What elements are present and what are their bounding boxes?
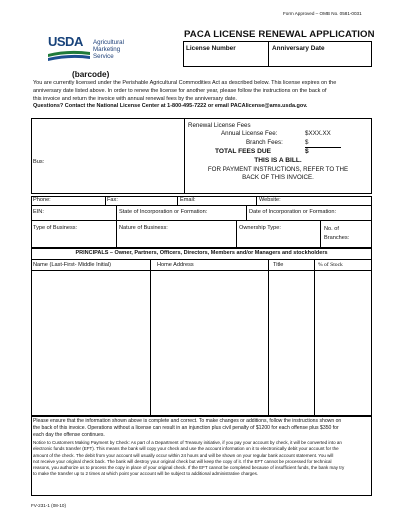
agency-line-3: Service xyxy=(93,52,114,60)
col-header-address: Home Address xyxy=(157,262,194,268)
principals-col-divider-2 xyxy=(268,259,269,416)
intro-line-3: this invoice and return the invoice with annual renewal fees by the anniversary date. xyxy=(33,95,237,102)
row2-divider-a xyxy=(116,205,117,220)
annual-fee-value: $XXX.XX xyxy=(305,130,331,137)
branches-count-label xyxy=(324,225,349,243)
bill-notice: THIS IS A BILL. xyxy=(254,157,302,164)
state-incorporation-label: State of Incorporation or Formation: xyxy=(119,209,208,215)
footer-notice-1-line-3: each day the offense continues. xyxy=(33,431,105,438)
row1-divider-a xyxy=(105,196,106,205)
payment-instructions-line-1: FOR PAYMENT INSTRUCTIONS, REFER TO THE xyxy=(207,166,349,173)
principals-heading-divider xyxy=(31,259,372,260)
principals-header-divider xyxy=(31,270,372,271)
row1-divider-b xyxy=(177,196,178,205)
anniversary-date-label: Anniversary Date xyxy=(272,45,325,52)
usda-logo-fields-icon xyxy=(48,49,90,62)
fax-label: Fax: xyxy=(107,197,118,203)
annual-fee-label: Annual License Fee: xyxy=(221,130,278,137)
usda-agency-name xyxy=(93,40,124,60)
intro-line-1: You are currently licensed under the Perishable Agricultural Commodities Act as described below. This license expires on the xyxy=(33,80,337,86)
license-number-label: License Number xyxy=(186,45,236,52)
principals-table xyxy=(31,248,372,416)
total-fees-label: TOTAL FEES DUE xyxy=(215,148,272,155)
no-of-text: No. of xyxy=(324,226,339,232)
payment-instructions xyxy=(186,166,370,182)
questions-line: Questions? Contact the National License Center at 1-800-495-7222 or email PACAlicense@ams.usda.gov. xyxy=(33,103,308,110)
branch-fees-underline xyxy=(305,147,341,148)
row3-divider-c xyxy=(320,220,321,248)
col-header-stock: % of Stock xyxy=(318,262,343,268)
form-approval-note: Form Approved – OMB No. 0581-0031 xyxy=(283,11,362,16)
branch-fees-value: $ xyxy=(305,139,309,146)
agency-line-1: Agricultural xyxy=(93,39,124,46)
row2-divider-b xyxy=(246,205,247,220)
fees-heading: Renewal License Fees xyxy=(188,122,251,129)
footer-notice-2-line-3: amount of the check. The debit from your account will usually occur within 24 hours and will be shown on your regular bank account statement. You will xyxy=(33,452,334,458)
col-header-name: Name (Last-First- Middle Initial) xyxy=(33,262,112,268)
footer-notice-2-line-5: reasons, you authorize us to process the copy in place of your original check. If the EFT cannot be completed because of insufficient funds, the bank may try xyxy=(33,465,345,471)
row1-divider-c xyxy=(256,196,257,205)
total-fees-value: $ xyxy=(305,148,309,155)
license-header-divider xyxy=(268,41,269,67)
footer-notice-1-line-1: Please ensure that the information shown above is complete and correct. To make changes or additions, follow the instructions shown on xyxy=(33,418,342,424)
barcode-placeholder: (barcode) xyxy=(72,70,110,79)
row3-divider-a xyxy=(116,220,117,248)
col-header-title: Title xyxy=(273,262,284,268)
footer-notice-2-line-6: to make the transfer up to 2 times at which point your account will be subject to additional administrative charges. xyxy=(33,471,259,477)
row3-divider-b xyxy=(236,220,237,248)
footer-notice-2-line-4: not receive your original check back. The bank will destroy your original check but will keep the copy of it. If the EFT cannot be processed for technical xyxy=(33,458,332,464)
email-label: Email: xyxy=(180,197,196,203)
branch-fees-label: Branch Fees: xyxy=(246,139,283,146)
ownership-type-label: Ownership Type: xyxy=(239,225,281,231)
business-fees-divider xyxy=(184,118,185,194)
usda-logo-text: USDA xyxy=(48,34,83,49)
contact-row-divider-1 xyxy=(31,205,372,206)
principals-col-divider-1 xyxy=(150,259,151,416)
page-title: PACA LICENSE RENEWAL APPLICATION xyxy=(184,29,375,40)
principals-col-divider-3 xyxy=(314,259,315,416)
principals-heading: PRINCIPALS – Owner, Partners, Officers, Directors, Members and/or Managers and stockholders xyxy=(75,250,328,256)
intro-line-2: anniversary date listed above. In order to renew the license for another year, please follow the instructions on the back of xyxy=(33,87,327,94)
type-business-label: Type of Business: xyxy=(33,225,78,231)
footer-notice-1-line-2: the back of this invoice. Operations without a license can result in an injunction plus civil penalty of $1200 for each offense plus $350 for xyxy=(33,424,339,431)
branches-text: Branches: xyxy=(324,235,350,241)
footer-notice-2 xyxy=(33,440,371,478)
footer-notice-1 xyxy=(33,418,371,438)
intro-text xyxy=(33,80,378,111)
agency-line-2: Marketing xyxy=(93,45,121,53)
footer-notice-2-line-1: Notice to Customers Making Payment by Check: As part of a Department of Treasury initiative, if you pay your account by check, it will be converted into an xyxy=(33,440,342,445)
bus-label: Bus: xyxy=(33,159,45,165)
nature-business-label: Nature of Business: xyxy=(119,225,168,231)
date-incorporation-label: Date of Incorporation or Formation: xyxy=(249,209,337,215)
form-number: FV-231-1 (08-10) xyxy=(31,503,66,508)
website-label: Website: xyxy=(259,197,281,203)
footer-notice-2-line-2: electronic funds transfer (EFT). This means the bank will copy your check and use the account information on it to electronically debit your account for the xyxy=(33,446,339,452)
payment-instructions-line-2: BACK OF THIS INVOICE. xyxy=(242,174,314,181)
usda-logo xyxy=(48,36,90,66)
phone-label: Phone: xyxy=(33,197,51,203)
ein-label: EIN: xyxy=(33,209,44,215)
